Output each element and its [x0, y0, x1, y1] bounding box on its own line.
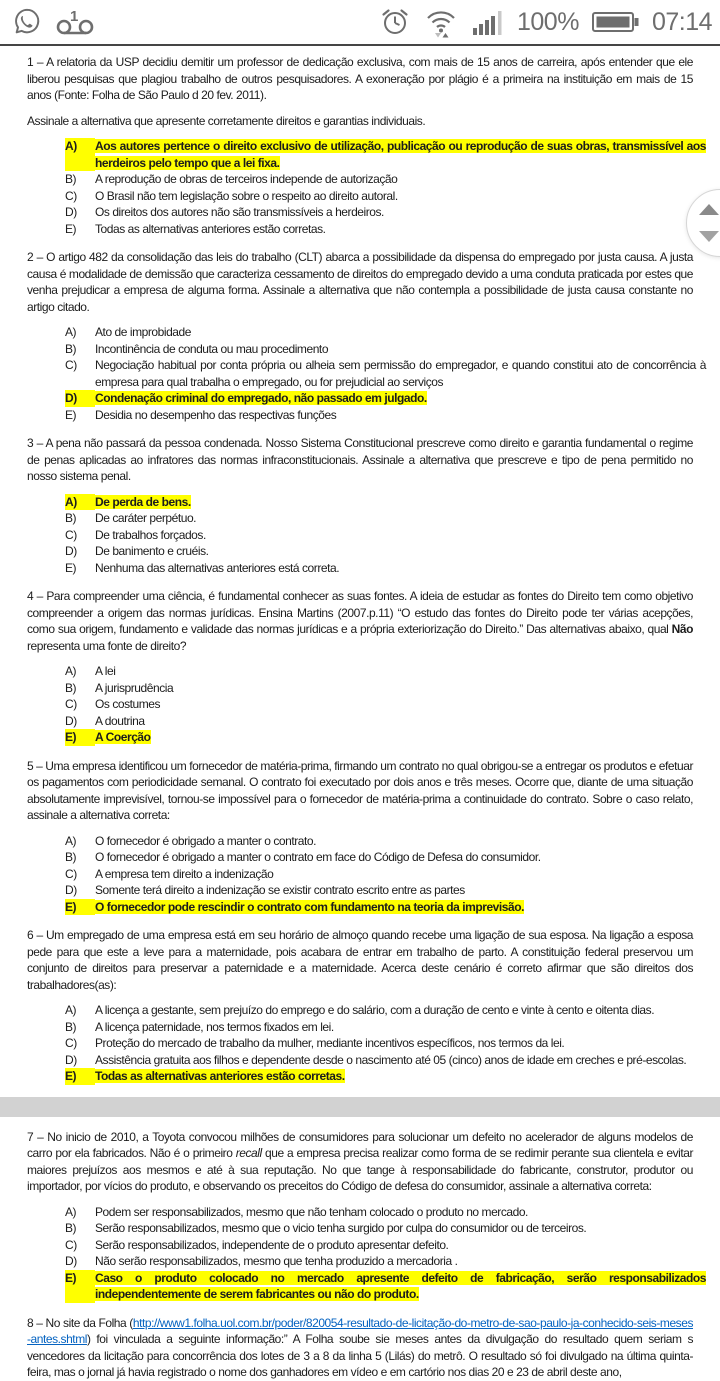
question-prompt: Assinale a alternativa que apresente corretamente direitos e garantias individuais. — [27, 113, 426, 128]
option-text-span: Caso o produto colocado no mercado apresente defeito de fabricação, serão responsabilizados independentemente de serem fabricantes ou não do produto. — [95, 1270, 706, 1301]
option-text-span: Podem ser responsabilizados, mesmo que não tenham colocado o produto no mercado. — [95, 1204, 528, 1219]
option-letter: E) — [65, 729, 95, 746]
option-text-span: O Brasil não tem legislação sobre o respeito ao direito autoral. — [95, 188, 398, 203]
option-row — [65, 188, 706, 205]
option-letter: B) — [65, 850, 77, 864]
option-row — [65, 1019, 706, 1036]
option-row — [65, 713, 706, 730]
question-6 — [27, 927, 706, 1085]
option-text — [95, 1220, 706, 1237]
option-letter: D) — [65, 1254, 77, 1268]
option-letter: C) — [65, 188, 77, 203]
option-text — [95, 543, 706, 560]
option-row — [65, 1052, 706, 1069]
alarm-clock-icon — [380, 7, 410, 37]
option-row — [65, 1270, 706, 1303]
option-letter: E) — [65, 560, 77, 575]
option-text-span: Condenação criminal do empregado, não passado em julgado. — [95, 391, 427, 405]
intro-text: 3 – A pena não passará da pessoa condenada. Nosso Sistema Constitucional prescreve como direito e garantia fundamental o regime de penas aplicadas ao infratores das normas infraconstitucionais. Assinale a alternativa que prescreve e tipo de pena permitido no nosso sistema penal. — [27, 436, 693, 483]
option-text — [95, 1019, 706, 1036]
option-row — [65, 357, 706, 390]
options-list — [27, 138, 706, 237]
option-text-span: A empresa tem direito a indenização — [95, 866, 274, 881]
option-letter: A) — [65, 833, 77, 848]
option-text-span: Serão responsabilizados, mesmo que o vicio tenha surgido por culpa do consumidor ou de terceiros. — [95, 1221, 587, 1235]
option-letter: D) — [65, 1052, 77, 1067]
option-text — [95, 510, 706, 527]
option-text — [95, 407, 706, 424]
clock-time: 07:14 — [651, 7, 712, 36]
option-letter: C) — [65, 358, 77, 372]
intro-text: 5 – Uma empresa identificou um fornecedor de matéria-prima, firmando um contrato no qual obrigou-se a entregar os produtos e efetuar os pagamentos com periodicidade semanal. O contrato foi executado por dois anos e três meses. Ocorre que, diante de uma situação absolutamente imprevisível, tornou-se impossível para o fornecedor de matéria-prima a continuidade do contrato. Sobre o caso relato, assinale a alternativa correta: — [27, 758, 693, 822]
option-letter: C) — [65, 1036, 77, 1050]
option-row — [65, 527, 706, 544]
option-letter: C) — [65, 697, 77, 711]
option-row — [65, 171, 706, 188]
option-letter: A) — [65, 1204, 77, 1219]
option-letter: E) — [65, 221, 77, 236]
option-text-span: A licença a gestante, sem prejuízo do emprego e do salário, com a duração de cento e vinte à cento e oitenta dias. — [95, 1003, 655, 1017]
option-text — [95, 833, 706, 850]
option-text — [95, 494, 706, 511]
option-letter: E) — [65, 407, 77, 422]
wifi-up-arrow — [442, 33, 448, 38]
option-text-span: Negociação habitual por conta própria ou alheia sem permissão do empregador, e quando constitui ato de concorrência à empresa para qual trabalha o empregado, ou for prejudicial ao serviços — [95, 358, 706, 389]
question-intro — [27, 1315, 693, 1381]
option-row — [65, 899, 706, 916]
option-letter: D) — [65, 205, 77, 219]
question-3 — [27, 435, 706, 576]
option-row — [65, 543, 706, 560]
option-text — [95, 1270, 706, 1303]
scroll-down-button[interactable] — [699, 231, 719, 242]
option-text-span: A jurisprudência — [95, 680, 174, 695]
option-letter: C) — [65, 1237, 77, 1252]
option-text — [95, 188, 706, 205]
option-letter: B) — [65, 680, 77, 695]
question-intro — [27, 54, 693, 104]
option-text-span: Os costumes — [95, 697, 161, 711]
whatsapp-icon — [12, 7, 42, 37]
option-letter: A) — [65, 664, 77, 678]
option-letter: D) — [65, 544, 77, 558]
option-text — [95, 696, 706, 713]
question-2 — [27, 249, 706, 423]
option-row — [65, 1237, 706, 1254]
option-text — [95, 138, 706, 171]
option-text — [95, 1068, 706, 1085]
document-page — [0, 46, 720, 1381]
option-text-span: Serão responsabilizados, independente de o produto apresentar defeito. — [95, 1237, 449, 1252]
option-text-span: Não serão responsabilizados, mesmo que tenha produzido a mercadoria . — [95, 1254, 458, 1268]
option-text — [95, 680, 706, 697]
question-intro — [27, 1129, 693, 1195]
option-text-span: Todas as alternativas anteriores estão corretas. — [95, 1069, 345, 1083]
option-letter: C) — [65, 527, 77, 542]
option-text-span: De caráter perpétuo. — [95, 511, 197, 525]
option-text — [95, 1052, 706, 1069]
option-text-span: Ato de improbidade — [95, 325, 191, 339]
option-letter: A) — [65, 1003, 77, 1017]
option-text-span: A Coerção — [95, 730, 151, 744]
option-text-span: Aos autores pertence o direito exclusivo de utilização, publicação ou reprodução de suas obras, transmissível aos herdeiros pelo tempo que a lei fixa. — [95, 139, 706, 170]
option-row — [65, 560, 706, 577]
intro-text: 2 – O artigo 482 da consolidação das leis do trabalho (CLT) abarca a possibilidade da dispensa do empregado por justa causa. A justa causa é modalidade de demissão que caracteriza cessamento de direitos do empregado devido a uma conduta praticada por estes que venha prejudicar a empresa de alguma forma. Assinale a alternativa que não contempla a possibilidade de justa causa constante no artigo citado. — [27, 250, 693, 314]
option-text-span: Os direitos dos autores não são transmissíveis a herdeiros. — [95, 205, 384, 219]
option-row — [65, 324, 706, 341]
question-intro — [27, 758, 693, 824]
question-5 — [27, 758, 706, 916]
option-letter: B) — [65, 172, 77, 186]
question-4 — [27, 588, 706, 746]
option-text-span: Desidia no desempenho das respectivas funções — [95, 407, 337, 422]
wifi-down-arrow — [435, 33, 441, 38]
option-row — [65, 390, 706, 407]
option-row — [65, 833, 706, 850]
option-text — [95, 560, 706, 577]
option-row — [65, 680, 706, 697]
battery-icon — [592, 10, 639, 34]
option-text — [95, 866, 706, 883]
option-text-span: Nenhuma das alternativas anteriores está correta. — [95, 560, 340, 575]
option-text-span: A doutrina — [95, 713, 145, 728]
question-intro — [27, 927, 693, 993]
wifi-icon — [423, 7, 459, 38]
question-8 — [27, 1315, 706, 1381]
question-7 — [27, 1129, 706, 1303]
status-bar — [0, 0, 720, 42]
option-text-span: De banimento e cruéis. — [95, 544, 209, 558]
options-list — [27, 1204, 706, 1303]
option-row — [65, 204, 706, 221]
option-letter: C) — [65, 866, 77, 881]
option-text-span: Todas as alternativas anteriores estão corretas. — [95, 221, 326, 236]
options-list — [27, 833, 706, 916]
option-letter: D) — [65, 883, 77, 897]
option-text-span: O fornecedor é obrigado a manter o contrato em face do Código de Defesa do consumidor. — [95, 850, 541, 864]
option-letter: A) — [65, 325, 77, 339]
option-letter: A) — [65, 138, 95, 171]
option-row — [65, 866, 706, 883]
option-row — [65, 510, 706, 527]
option-letter: A) — [65, 494, 95, 511]
option-text-span: De trabalhos forçados. — [95, 527, 206, 542]
option-text — [95, 171, 706, 188]
option-text-span: Assistência gratuita aos filhos e dependente desde o nascimento até 05 (cinco) anos de idade em creches e pré-escolas. — [95, 1052, 687, 1067]
option-row — [65, 1220, 706, 1237]
signal-strength-icon — [472, 9, 504, 35]
question-intro — [27, 249, 693, 315]
option-text — [95, 899, 706, 916]
option-row — [65, 494, 706, 511]
option-row — [65, 341, 706, 358]
option-letter: D) — [65, 713, 77, 728]
option-text — [95, 1204, 706, 1221]
option-text — [95, 1002, 706, 1019]
intro-text: recall — [235, 1146, 262, 1160]
option-row — [65, 882, 706, 899]
voicemail-count: 1 — [70, 8, 79, 25]
document-link[interactable]: http://www1.folha.uol.com.br/poder/820054-resultado-de-licitação-do-metro-de-sao-paulo-ja-conhecido-seis-meses-antes.shtml — [27, 1315, 693, 1346]
option-text — [95, 849, 706, 866]
option-letter: B) — [65, 1221, 77, 1235]
intro-text: 8 – No site da Folha ( — [27, 1315, 133, 1330]
option-letter: E) — [65, 1270, 95, 1303]
option-text-span: Somente terá direito a indenização se existir contrato escrito entre as partes — [95, 883, 465, 897]
option-row — [65, 849, 706, 866]
option-row — [65, 407, 706, 424]
option-row — [65, 696, 706, 713]
intro-text: 7 – No inicio de 2010, a Toyota convocou milhões de consumidores para solucionar um defeito no acelerador de alguns modelos de carro por ela fabricados. Não é o primeiro — [27, 1129, 693, 1160]
option-text — [95, 324, 706, 341]
option-text-span: De perda de bens. — [95, 494, 191, 509]
option-letter: B) — [65, 1019, 77, 1034]
option-row — [65, 221, 706, 238]
option-text — [95, 390, 706, 407]
option-letter: E) — [65, 899, 95, 916]
option-text — [95, 204, 706, 221]
question-1 — [27, 54, 706, 237]
option-text — [95, 357, 706, 390]
option-text-span: Incontinência de conduta ou mau procedimento — [95, 341, 329, 356]
option-row — [65, 1002, 706, 1019]
options-list — [27, 1002, 706, 1085]
option-text-span: A lei — [95, 664, 116, 678]
option-text-span: Proteção do mercado de trabalho da mulher, mediante incentivos específicos, nos termos da lei. — [95, 1036, 565, 1050]
intro-text: 4 – Para compreender uma ciência, é fundamental conhecer as suas fontes. A ideia de estudar as fontes do Direito tem como objetivo compreender a origem das normas jurídicas. Ensina Martins (2007.p.11) “O estudo das fontes do Direito pode ter várias acepções, como sua origem, fundamento e validade das normas jurídicas e a própria exteriorização do Direito.” Das alternativas abaixo, qual — [27, 589, 693, 636]
option-text — [95, 1253, 706, 1270]
intro-text: que a empresa precisa realizar como forma de se redimir perante sua clientela e evitar maiores prejuízos aos mesmos e até à sua reputação. No que tange à responsabilidade do fabricante, construtor, produtor ou importador, por vícios do produto, e observando os preceitos do Código de defesa do consumidor, assinale a alternativa correta: — [27, 1146, 693, 1193]
option-letter: E) — [65, 1068, 95, 1085]
options-list — [27, 494, 706, 577]
option-text-span: A licença paternidade, nos termos fixados em lei. — [95, 1019, 334, 1034]
question-intro — [27, 435, 693, 485]
intro-text: 1 – A relatoria da USP decidiu demitir um professor de dedicação exclusiva, com mais de 15 anos de carreira, após entender que ele liberou pesquisas que plagiou trabalho de outros pesquisadores. A exoneração por plágio é a primeira na instituição em mais de 15 anos (Fonte: Folha de São Paulo d 20 fev. 2011). — [27, 55, 693, 102]
option-text-span: O fornecedor pode rescindir o contrato com fundamento na teoria da imprevisão. — [95, 899, 524, 914]
battery-percent: 100% — [516, 7, 579, 36]
option-text — [95, 663, 706, 680]
option-text — [95, 729, 706, 746]
option-text — [95, 713, 706, 730]
option-row — [65, 138, 706, 171]
options-list — [27, 324, 706, 423]
option-letter: D) — [65, 390, 95, 407]
option-row — [65, 1035, 706, 1052]
option-text — [95, 527, 706, 544]
option-text-span: A reprodução de obras de terceiros independe de autorização — [95, 172, 398, 186]
intro-text: representa uma fonte de direito? — [27, 638, 187, 653]
option-text — [95, 1237, 706, 1254]
page-break-divider — [0, 1097, 720, 1117]
option-text — [95, 221, 706, 238]
option-row — [65, 1253, 706, 1270]
voicemail-icon — [55, 8, 95, 36]
option-text — [95, 882, 706, 899]
intro-text: 6 – Um empregado de uma empresa está em seu horário de almoço quando recebe uma ligação de sua esposa. Na ligação a esposa pede para que este a leve para a maternidade, pois acabara de entrar em trabalho de parto. A constituição federal preservou um conjunto de direitos para preservar a paternidade e a maternidade. Acerca deste cenário é correto afirmar que são direitos dos trabalhadores(as): — [27, 928, 693, 992]
option-text — [95, 341, 706, 358]
option-row — [65, 663, 706, 680]
option-row — [65, 729, 706, 746]
intro-text: ) foi vinculada a seguinte informação:” A Folha soube sie meses antes da divulgação do resultado quem seriam s vencedores da licitação para concorrência dos lotes de 3 a 8 da linha 5 (Lilás) do metrô. O resultado só foi divulgado na última quinta-feira, mas o jornal já havia registrado o nome dos ganhadores em vídeo e em cartório nos dias 20 e 23 de abril deste ano, — [27, 1332, 693, 1379]
option-text-span: O fornecedor é obrigado a manter o contrato. — [95, 833, 317, 848]
option-letter: B) — [65, 341, 77, 356]
question-intro — [27, 588, 693, 654]
option-letter: B) — [65, 511, 77, 525]
option-row — [65, 1068, 706, 1085]
options-list — [27, 663, 706, 746]
option-text — [95, 1035, 706, 1052]
intro-text: Não — [671, 622, 693, 636]
option-row — [65, 1204, 706, 1221]
scroll-up-button[interactable] — [699, 204, 719, 215]
